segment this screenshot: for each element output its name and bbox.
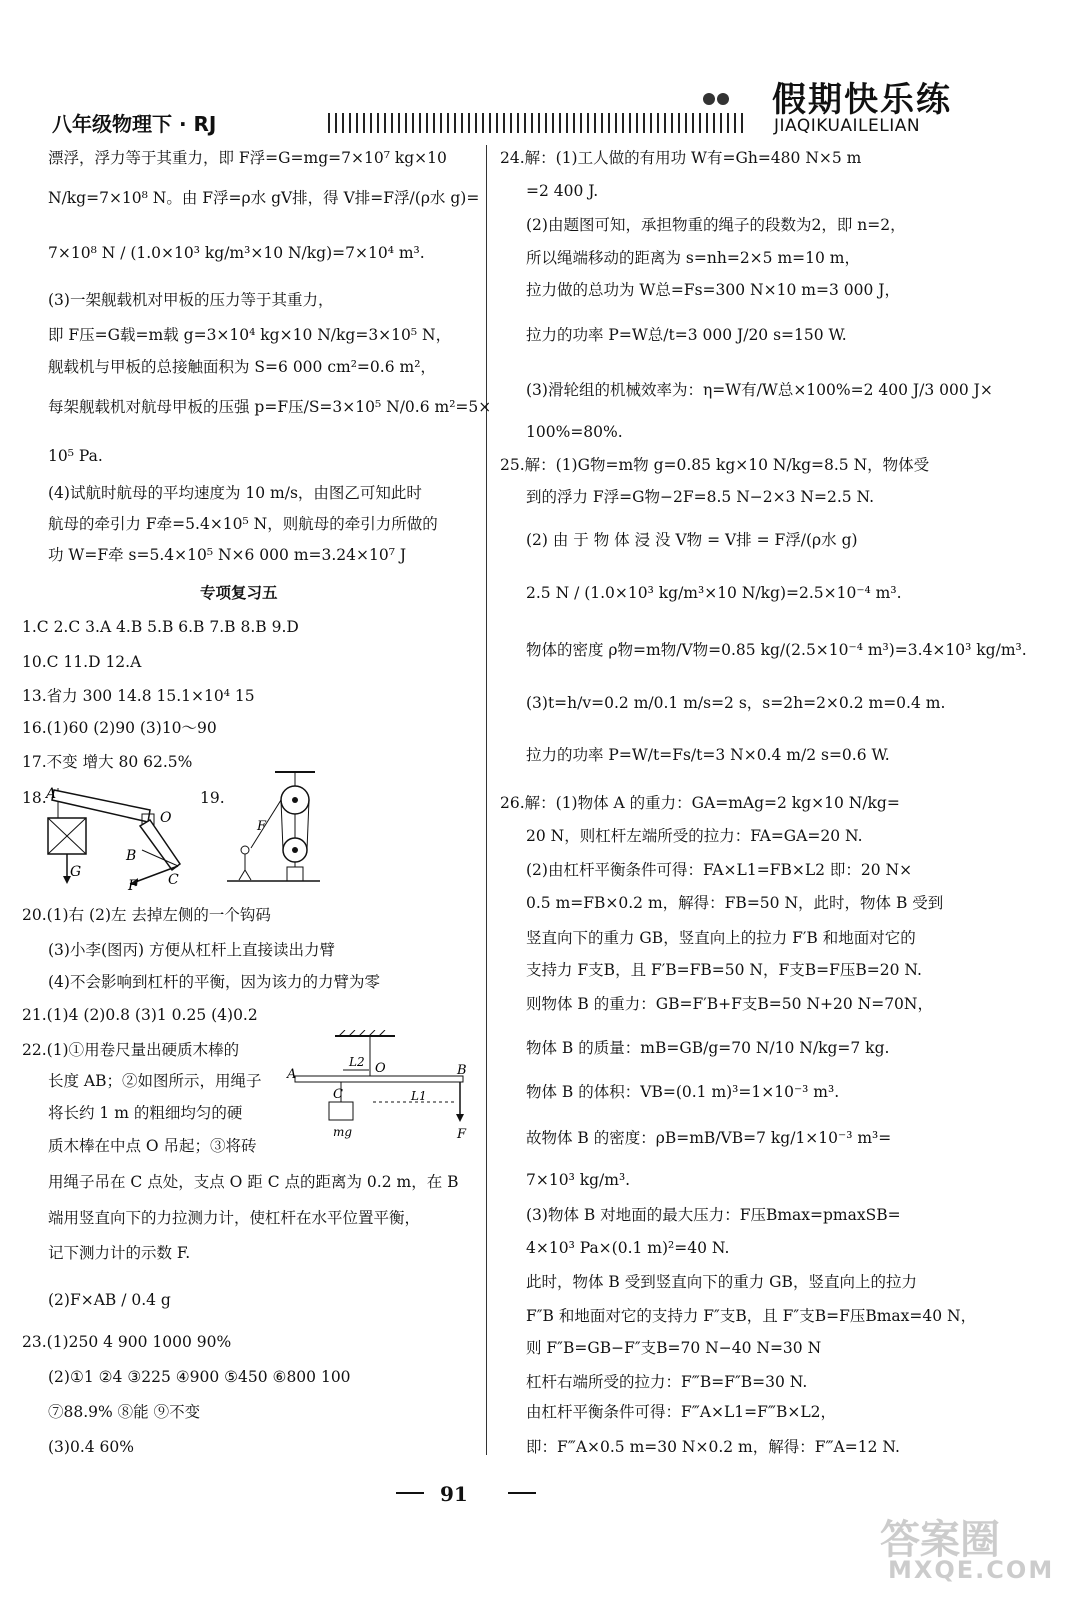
fig18-f: F <box>128 878 138 890</box>
right-col-line: 物体 B 的质量：mB=GB/g=70 N/10 N/kg=7 kg. <box>526 1039 890 1057</box>
fig18-g: G <box>70 864 82 880</box>
right-col-line: 则 F″B=GB−F″支B=70 N−40 N=30 N <box>526 1339 822 1357</box>
fig22-mg: mg <box>333 1125 353 1139</box>
right-col-line: 拉力做的总功为 W总=Fs=300 N×10 m=3 000 J， <box>526 281 900 299</box>
fig22-f: F <box>457 1127 467 1142</box>
header-barcode-decoration <box>328 113 748 133</box>
q20-line: (4)不会影响到杠杆的平衡，因为该力的力臂为零 <box>48 973 380 991</box>
right-col-line: 此时，物体 B 受到竖直向下的重力 GB，竖直向上的拉力 <box>526 1273 917 1291</box>
right-col-line: 由杠杆平衡条件可得：F‴A×L1=F‴B×L2， <box>526 1403 836 1421</box>
right-col-line: (2)由题图可知，承担物重的绳子的段数为2，即 n=2， <box>526 216 906 234</box>
right-col-line: 24.解：(1)工人做的有用功 W有=Gh=480 N×5 m <box>500 149 862 167</box>
page-dash-right <box>508 1492 536 1494</box>
q22-line: (2)F×AB / 0.4 g <box>48 1291 171 1309</box>
q23-line: ⑦88.9% ⑧能 ⑨不变 <box>48 1403 201 1421</box>
left-col-line: 功 W=F牵 s=5.4×10⁵ N×6 000 m=3.24×10⁷ J <box>48 546 407 564</box>
q22-line: 用绳子吊在 C 点处，支点 O 距 C 点的距离为 0.2 m，在 B <box>48 1173 459 1191</box>
fig22-l1: L1 <box>411 1089 427 1103</box>
fig22-c: C <box>333 1087 343 1102</box>
left-col-line: (3)一架舰载机对甲板的压力等于其重力， <box>48 291 334 309</box>
right-col-line: 则物体 B 的重力：GB=F′B+F支B=50 N+20 N=70N， <box>526 995 933 1013</box>
right-col-line: 4×10³ Pa×(0.1 m)²=40 N. <box>526 1239 730 1257</box>
right-col-line: F″B 和地面对它的支持力 F″支B，且 F″支B=F压Bmax=40 N， <box>526 1307 977 1325</box>
right-col-line: 到的浮力 F浮=G物−2F=8.5 N−2×3 N=2.5 N. <box>526 488 875 506</box>
q18-label: 18. <box>22 789 47 807</box>
fig22-l2: L2 <box>349 1055 365 1069</box>
right-col-line: 物体 B 的体积：VB=(0.1 m)³=1×10⁻³ m³. <box>526 1083 840 1101</box>
watermark-site: MXQE.COM <box>888 1556 1055 1584</box>
right-col-line: (2)由杠杆平衡条件可得：FA×L1=FB×L2 即：20 N× <box>526 861 913 879</box>
left-col-line: 漂浮，浮力等于其重力，即 F浮=G=mg=7×10⁷ kg×10 <box>48 149 447 167</box>
section-title: 专项复习五 <box>200 583 278 602</box>
answers-line: 13.省力 300 14.8 15.1×10⁴ 15 <box>22 687 255 705</box>
right-col-line: (3)滑轮组的机械效率为：η=W有/W总×100%=2 400 J/3 000 J× <box>526 381 993 399</box>
right-col-line: 0.5 m=FB×0.2 m，解得：FB=50 N，此时，物体 B 受到 <box>526 894 944 912</box>
q23-line: 23.(1)250 4 900 1000 90% <box>22 1333 232 1351</box>
right-col-line: (2) 由 于 物 体 浸 没 V物 = V排 = F浮/(ρ水 g) <box>526 531 858 549</box>
watermark-logo: 答案圈 <box>880 1517 1000 1563</box>
fig18-c: C <box>168 872 179 888</box>
figure-18-lever <box>30 780 200 890</box>
right-col-line: 竖直向下的重力 GB，竖直向上的拉力 F′B 和地面对它的 <box>526 929 916 947</box>
q22-line: 记下测力计的示数 F. <box>48 1244 191 1262</box>
right-col-line: 所以绳端移动的距离为 s=nh=2×5 m=10 m， <box>526 249 860 267</box>
right-col-line: 拉力的功率 P=W/t=Fs/t=3 N×0.4 m/2 s=0.6 W. <box>526 746 890 764</box>
q22-line: 端用竖直向下的力拉测力计，使杠杆在水平位置平衡， <box>48 1209 421 1227</box>
q20-line: 20.(1)右 (2)左 去掉左侧的一个钩码 <box>22 906 271 924</box>
fig22-o: O <box>375 1061 386 1076</box>
q20-line: (3)小李(图丙) 方便从杠杆上直接读出力臂 <box>48 941 335 959</box>
q21-line: 21.(1)4 (2)0.8 (3)1 0.25 (4)0.2 <box>22 1006 258 1024</box>
q22-line: 22.(1)①用卷尺量出硬质木棒的 <box>22 1041 240 1059</box>
right-col-line: 即：F‴A×0.5 m=30 N×0.2 m，解得：F‴A=12 N. <box>526 1438 900 1456</box>
right-col-line: 物体的密度 ρ物=m物/V物=0.85 kg/(2.5×10⁻⁴ m³)=3.4×10³ kg/m³. <box>526 641 1027 659</box>
q23-line: (3)0.4 60% <box>48 1438 134 1456</box>
column-divider <box>486 145 487 1455</box>
q23-line: (2)①1 ②4 ③225 ④900 ⑤450 ⑥800 100 <box>48 1368 351 1386</box>
fig22-b: B <box>457 1063 467 1078</box>
figure-19-pulley <box>225 770 325 890</box>
grade-label: 八年级物理下 · RJ <box>52 112 217 136</box>
left-col-line: 10⁵ Pa. <box>48 447 103 465</box>
fig18-b: B <box>126 848 137 864</box>
left-col-line: (4)试航时航母的平均速度为 10 m/s，由图乙可知此时 <box>48 484 422 502</box>
figure-22-lever <box>285 1030 475 1150</box>
right-col-line: 故物体 B 的密度：ρB=mB/VB=7 kg/1×10⁻³ m³= <box>526 1129 892 1147</box>
answers-line: 10.C 11.D 12.A <box>22 653 142 671</box>
left-col-line: 每架舰载机对航母甲板的压强 p=F压/S=3×10⁵ N/0.6 m²=5× <box>48 398 492 416</box>
right-col-line: 20 N，则杠杆左端所受的拉力：FA=GA=20 N. <box>526 827 863 845</box>
brand-pinyin: JIAQIKUAILELIAN <box>774 116 921 136</box>
fig22-a: A <box>287 1067 297 1082</box>
right-col-line: 支持力 F支B，且 F′B=FB=50 N，F支B=F压B=20 N. <box>526 961 922 979</box>
answers-line: 1.C 2.C 3.A 4.B 5.B 6.B 7.B 8.B 9.D <box>22 618 299 636</box>
fig18-a: A <box>46 786 57 802</box>
right-col-line: (3)t=h/v=0.2 m/0.1 m/s=2 s，s=2h=2×0.2 m=0.4 m. <box>526 694 946 712</box>
q22-line: 质木棒在中点 O 吊起；③将砖 <box>48 1137 257 1155</box>
right-col-line: 100%=80%. <box>526 423 623 441</box>
right-col-line: =2 400 J. <box>526 182 599 200</box>
right-col-line: 拉力的功率 P=W总/t=3 000 J/20 s=150 W. <box>526 326 847 344</box>
right-col-line: 2.5 N / (1.0×10³ kg/m³×10 N/kg)=2.5×10⁻⁴ m³. <box>526 584 902 602</box>
fig18-o: O <box>160 810 172 826</box>
answers-line: 17.不变 增大 80 62.5% <box>22 753 193 771</box>
q22-line: 长度 AB；②如图所示，用绳子 <box>48 1072 262 1090</box>
q19-label: 19. <box>200 789 225 807</box>
q22-line: 将长约 1 m 的粗细均匀的硬 <box>48 1104 243 1122</box>
right-col-line: 25.解：(1)G物=m物 g=0.85 kg×10 N/kg=8.5 N，物体受 <box>500 456 930 474</box>
dots-decoration <box>703 90 731 109</box>
right-col-line: 26.解：(1)物体 A 的重力：GA=mAg=2 kg×10 N/kg= <box>500 794 900 812</box>
page-dash-left <box>396 1492 424 1494</box>
right-col-line: (3)物体 B 对地面的最大压力：F压Bmax=pmaxSB= <box>526 1206 901 1224</box>
left-col-line: N/kg=7×10⁸ N。由 F浮=ρ水 gV排，得 V排=F浮/(ρ水 g)= <box>48 189 480 207</box>
fig19-f: F <box>257 819 267 834</box>
left-col-line: 7×10⁸ N / (1.0×10³ kg/m³×10 N/kg)=7×10⁴ m³. <box>48 244 425 262</box>
brand-title: 假期快乐练 <box>772 80 952 120</box>
answers-line: 16.(1)60 (2)90 (3)10～90 <box>22 719 217 737</box>
left-col-line: 即 F压=G载=m载 g=3×10⁴ kg×10 N/kg=3×10⁵ N， <box>48 326 452 344</box>
left-col-line: 航母的牵引力 F牵=5.4×10⁵ N，则航母的牵引力所做的 <box>48 515 438 533</box>
right-col-line: 杠杆右端所受的拉力：F‴B=F″B=30 N. <box>526 1373 808 1391</box>
right-col-line: 7×10³ kg/m³. <box>526 1171 631 1189</box>
left-col-line: 舰载机与甲板的总接触面积为 S=6 000 cm²=0.6 m²， <box>48 358 436 376</box>
page-number: 91 <box>440 1482 468 1506</box>
